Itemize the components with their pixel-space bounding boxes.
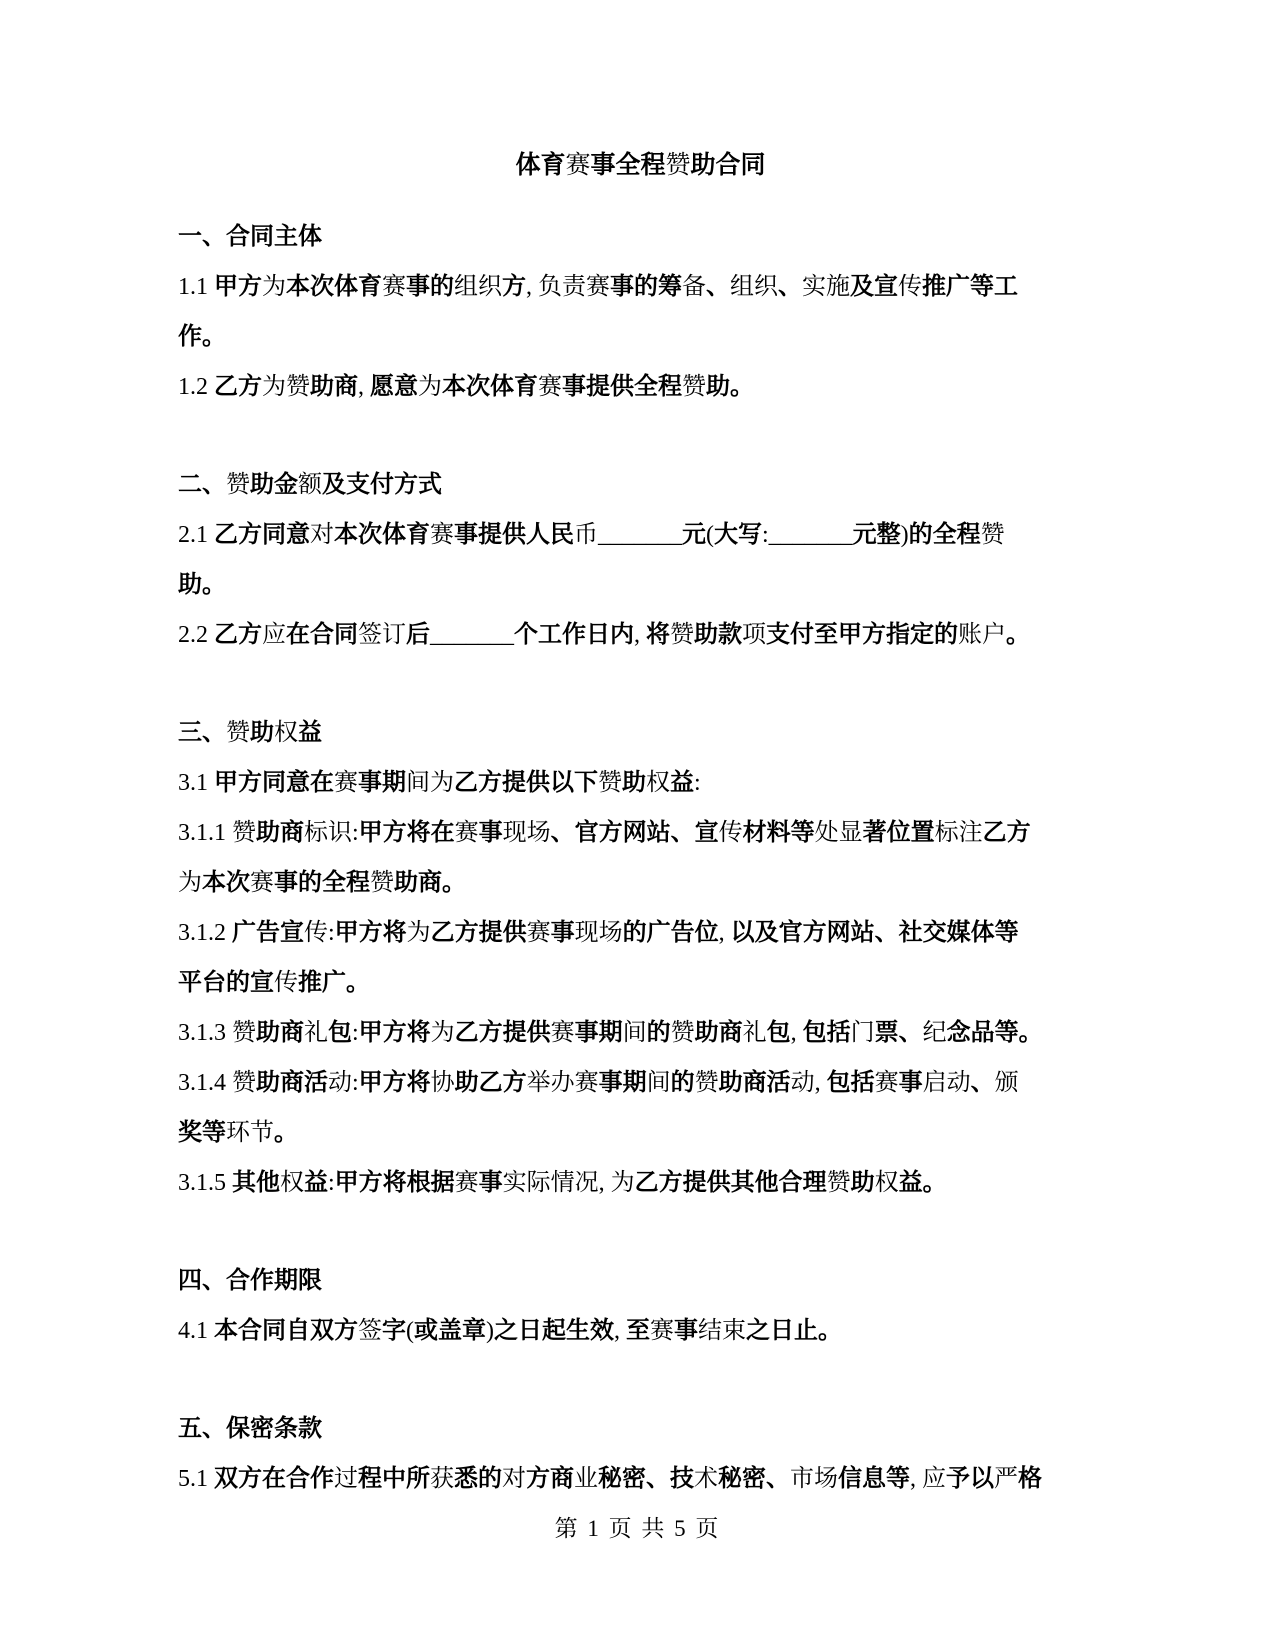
page-footer: 第 1 页 共 5 页 <box>554 1516 721 1541</box>
section-heading: 一、合同主体 <box>178 223 322 250</box>
title-gap <box>178 190 1103 212</box>
text-line: 平台的宣传推广。 <box>178 969 370 996</box>
text-line: 1.2 乙方为赞助商, 愿意为本次体育赛事提供全程赞助。 <box>178 373 754 400</box>
document-title: 体育赛事全程赞助合同 <box>515 151 766 179</box>
text-line: 助。 <box>178 571 226 598</box>
text-line: 奖等环节。 <box>178 1119 298 1146</box>
section-heading: 四、合作期限 <box>178 1267 322 1294</box>
text-line: 2.2 乙方应在合同签订后_______个工作日内, 将赞助款项支付至甲方指定的账户。 <box>178 621 1030 648</box>
section-gap <box>178 1356 1103 1404</box>
section-heading: 二、赞助金额及支付方式 <box>178 471 442 498</box>
document-body <box>178 212 1103 1504</box>
section-gap <box>178 660 1103 708</box>
text-line: 3.1.5 其他权益:甲方将根据赛事实际情况, 为乙方提供其他合理赞助权益。 <box>178 1169 947 1196</box>
text-line: 2.1 乙方同意对本次体育赛事提供人民币_______元(大写:_______元整)的全程赞 <box>178 521 1005 548</box>
section-heading: 三、赞助权益 <box>178 719 322 746</box>
text-line: 5.1 双方在合作过程中所获悉的对方商业秘密、技术秘密、市场信息等, 应予以严格 <box>178 1465 1042 1492</box>
text-line: 为本次赛事的全程赞助商。 <box>178 869 466 896</box>
text-line: 3.1.2 广告宣传:甲方将为乙方提供赛事现场的广告位, 以及官方网站、社交媒体等 <box>178 919 1019 946</box>
text-line: 3.1 甲方同意在赛事期间为乙方提供以下赞助权益: <box>178 769 701 796</box>
document-content <box>178 140 1103 1504</box>
text-line: 3.1.3 赞助商礼包:甲方将为乙方提供赛事期间的赞助商礼包, 包括门票、纪念品等。 <box>178 1019 1043 1046</box>
text-line: 3.1.1 赞助商标识:甲方将在赛事现场、官方网站、宣传材料等处显著位置标注乙方 <box>178 819 1031 846</box>
text-line: 作。 <box>178 323 226 350</box>
text-line: 4.1 本合同自双方签字(或盖章)之日起生效, 至赛事结束之日止。 <box>178 1317 842 1344</box>
text-line: 1.1 甲方为本次体育赛事的组织方, 负责赛事的筹备、组织、实施及宣传推广等工 <box>178 273 1018 300</box>
text-line: 3.1.4 赞助商活动:甲方将协助乙方举办赛事期间的赞助商活动, 包括赛事启动、颁 <box>178 1069 1019 1096</box>
section-gap <box>178 412 1103 460</box>
section-heading: 五、保密条款 <box>178 1415 322 1442</box>
section-gap <box>178 1208 1103 1256</box>
